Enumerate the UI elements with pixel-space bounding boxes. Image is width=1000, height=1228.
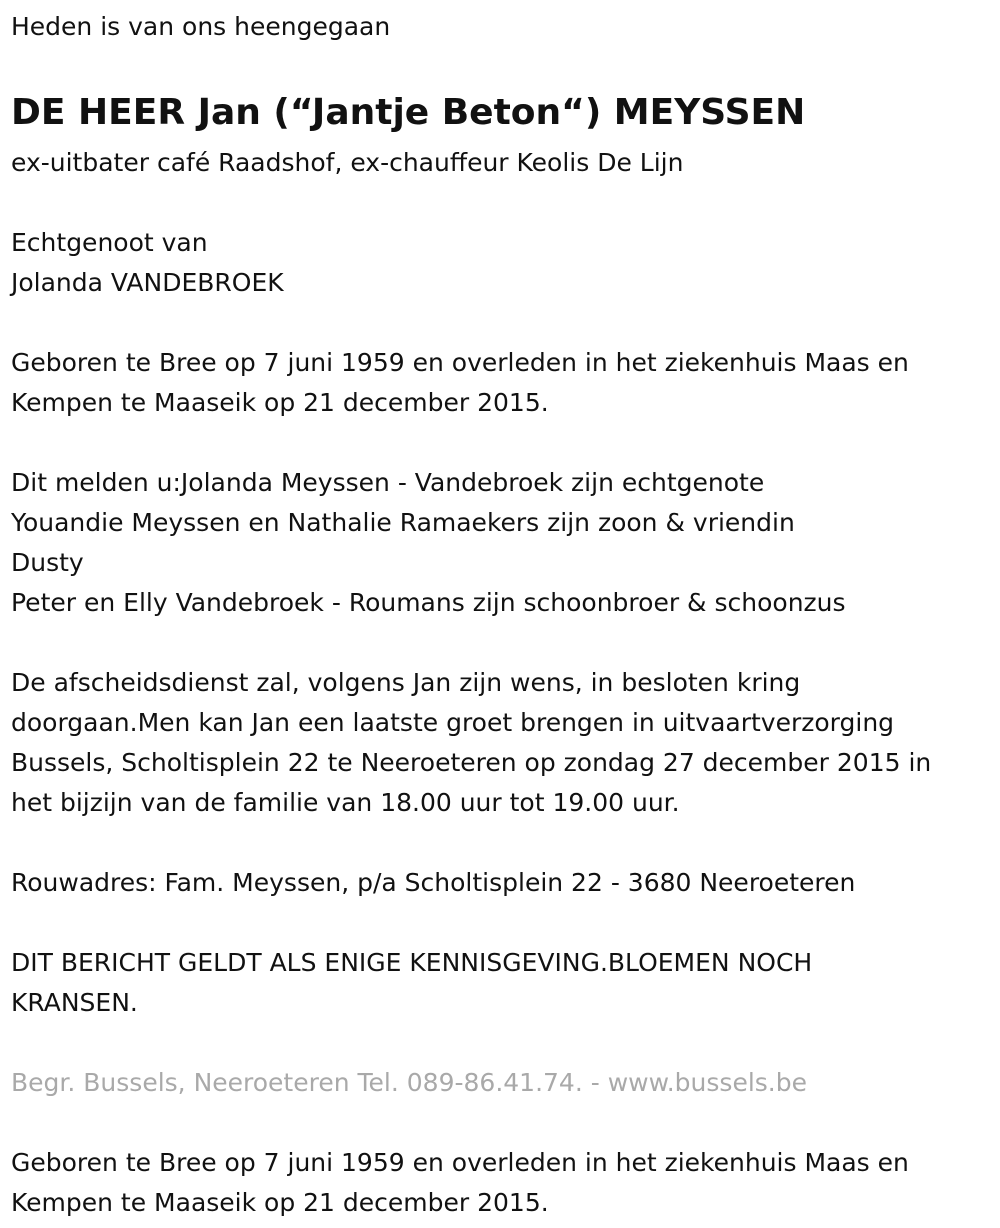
service-line-2: doorgaan.Men kan Jan een laatste groet brengen in uitvaartverzorging [11,708,895,737]
spacer [11,1023,991,1063]
birth-death-line-1: Geboren te Bree op 7 juni 1959 en overleden in het ziekenhuis Maas en [11,348,909,377]
spacer [11,423,991,463]
occupation-text: ex-uitbater café Raadshof, ex-chauffeur Keolis De Lijn [11,148,684,177]
spouse-label: Echtgenoot van [11,228,208,257]
obituary-notice [11,0,991,1223]
notice-line-2: KRANSEN. [11,988,138,1017]
notice-line-1: DIT BERICHT GELDT ALS ENIGE KENNISGEVING.BLOEMEN NOCH [11,948,813,977]
service-line-1: De afscheidsdienst zal, volgens Jan zijn wens, in besloten kring [11,668,801,697]
family-line-3: Dusty [11,548,84,577]
mourning-address: Rouwadres: Fam. Meyssen, p/a Scholtisplein 22 - 3680 Neeroeteren [11,868,856,897]
service-line-3: Bussels, Scholtisplein 22 te Neeroeteren op zondag 27 december 2015 in [11,748,932,777]
family-line-4: Peter en Elly Vandebroek - Roumans zijn schoonbroer & schoonzus [11,588,846,617]
spouse-name: Jolanda VANDEBROEK [11,268,284,297]
spacer [11,183,991,223]
birth-death-repeat-line-2: Kempen te Maaseik op 21 december 2015. [11,1188,549,1217]
family-line-2: Youandie Meyssen en Nathalie Ramaekers zijn zoon & vriendin [11,508,795,537]
service-line-4: het bijzijn van de familie van 18.00 uur tot 19.00 uur. [11,788,680,817]
spacer [11,623,991,663]
spacer [11,303,991,343]
spacer [11,823,991,863]
birth-death-line-2: Kempen te Maaseik op 21 december 2015. [11,388,549,417]
intro-text: Heden is van ons heengegaan [11,12,391,41]
family-line-1: Dit melden u:Jolanda Meyssen - Vandebroek zijn echtgenote [11,468,765,497]
birth-death-repeat-line-1: Geboren te Bree op 7 juni 1959 en overleden in het ziekenhuis Maas en [11,1148,909,1177]
spacer [11,903,991,943]
undertaker-contact: Begr. Bussels, Neeroeteren Tel. 089-86.41.74. - www.bussels.be [11,1068,807,1097]
deceased-name: DE HEER Jan (“Jantje Beton“) MEYSSEN [11,92,806,133]
spacer [11,1103,991,1143]
